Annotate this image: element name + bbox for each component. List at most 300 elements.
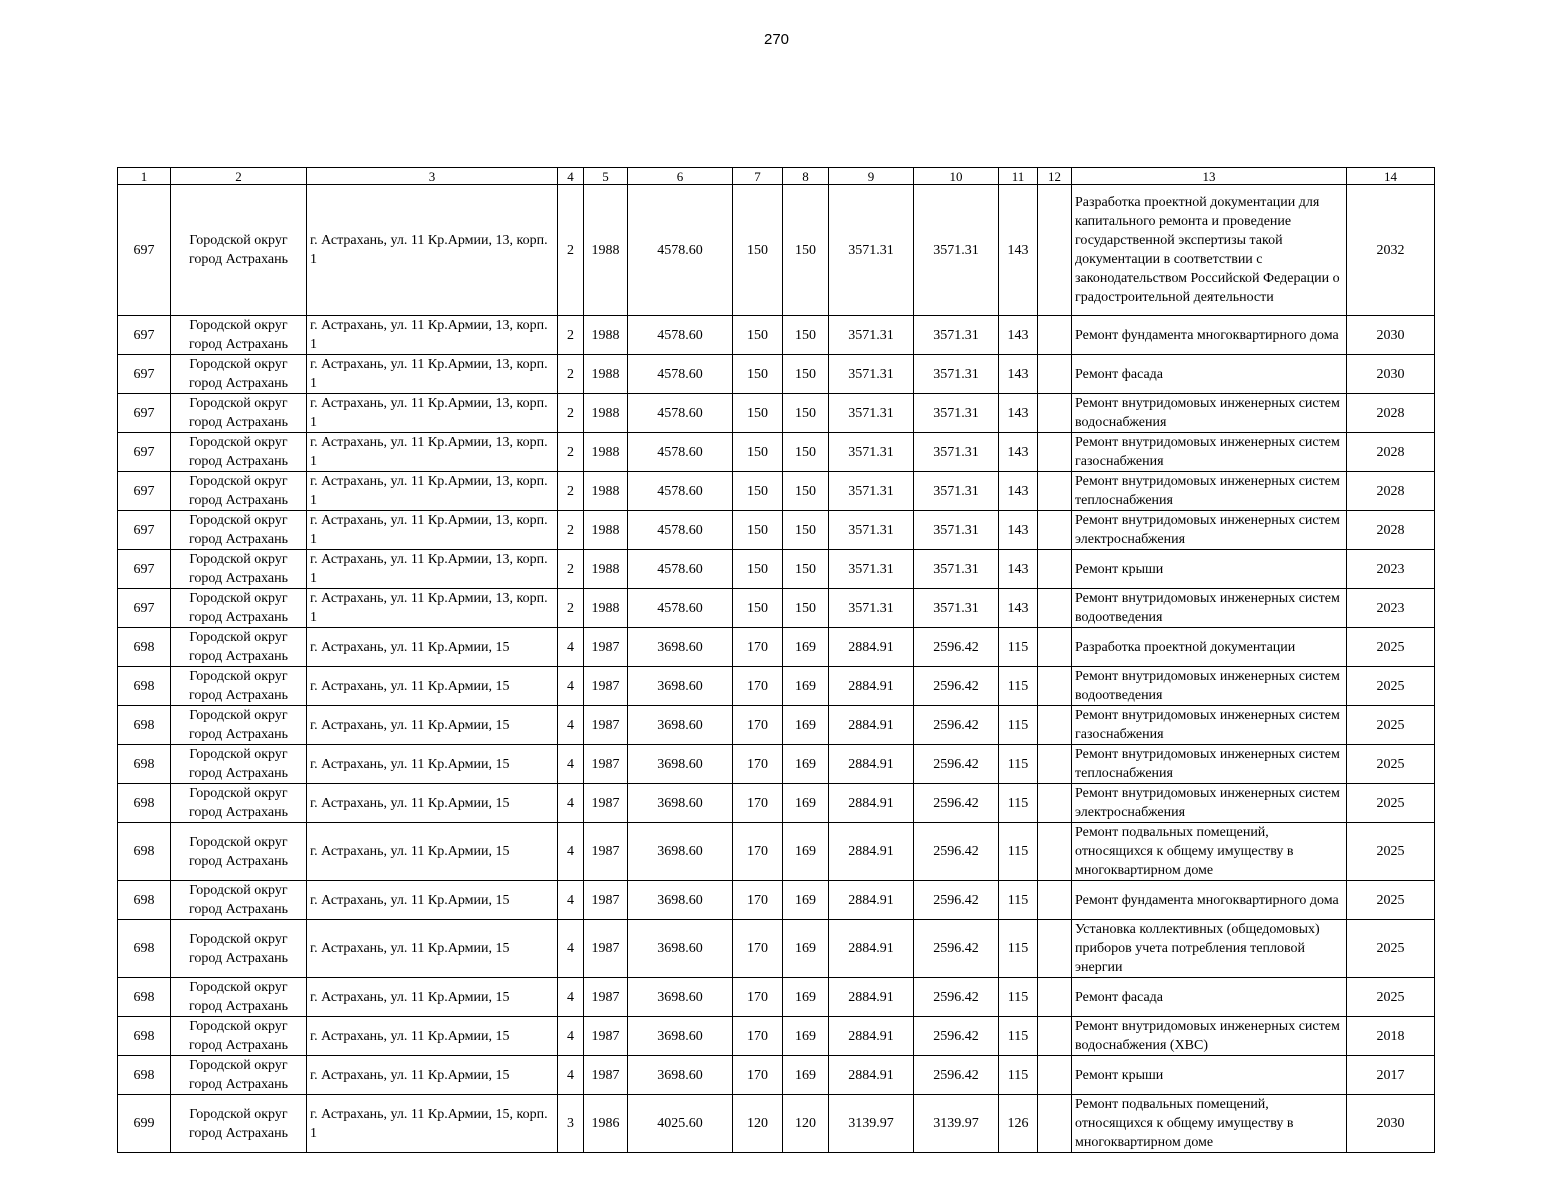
apartments-cell: 170 xyxy=(733,667,783,706)
planned-year-cell: 2028 xyxy=(1347,511,1435,550)
row-number-cell: 697 xyxy=(118,433,171,472)
total-area-cell: 4578.60 xyxy=(628,472,733,511)
row-number-cell: 698 xyxy=(118,745,171,784)
apartments-cell: 170 xyxy=(733,823,783,881)
address-cell: г. Астрахань, ул. 11 Кр.Армии, 13, корп. 1 xyxy=(307,550,558,589)
apartment-area-cell: 3571.31 xyxy=(914,433,999,472)
table-row xyxy=(118,316,1435,355)
floors-cell: 2 xyxy=(558,185,584,316)
municipality-cell: Городской округ город Астрахань xyxy=(171,823,307,881)
planned-year-cell: 2030 xyxy=(1347,316,1435,355)
address-cell: г. Астрахань, ул. 11 Кр.Армии, 13, корп. 1 xyxy=(307,433,558,472)
work-type-cell: Ремонт крыши xyxy=(1072,1056,1347,1095)
header-cell-8: 8 xyxy=(783,168,829,185)
apartment-area-cell: 2596.42 xyxy=(914,784,999,823)
total-area-cell: 4578.60 xyxy=(628,185,733,316)
floors-cell: 4 xyxy=(558,823,584,881)
table-row xyxy=(118,745,1435,784)
work-type-cell: Ремонт фундамента многоквартирного дома xyxy=(1072,881,1347,920)
apartment-area-cell: 2596.42 xyxy=(914,628,999,667)
total-area-cell: 4578.60 xyxy=(628,355,733,394)
work-type-cell: Ремонт внутридомовых инженерных систем водоснабжения xyxy=(1072,394,1347,433)
apartments-cell: 170 xyxy=(733,881,783,920)
work-type-cell: Ремонт внутридомовых инженерных систем теплоснабжения xyxy=(1072,745,1347,784)
residents-cell: 150 xyxy=(783,355,829,394)
planned-year-cell: 2025 xyxy=(1347,823,1435,881)
residents-cell: 169 xyxy=(783,881,829,920)
col-11-cell: 115 xyxy=(999,628,1038,667)
address-cell: г. Астрахань, ул. 11 Кр.Армии, 13, корп. 1 xyxy=(307,185,558,316)
apartment-area-cell: 3571.31 xyxy=(914,511,999,550)
apartments-cell: 170 xyxy=(733,978,783,1017)
floors-cell: 2 xyxy=(558,355,584,394)
floors-cell: 4 xyxy=(558,1056,584,1095)
work-type-cell: Ремонт фасада xyxy=(1072,355,1347,394)
header-cell-4: 4 xyxy=(558,168,584,185)
col-11-cell: 143 xyxy=(999,550,1038,589)
municipality-cell: Городской округ город Астрахань xyxy=(171,316,307,355)
residents-cell: 150 xyxy=(783,472,829,511)
header-cell-13: 13 xyxy=(1072,168,1347,185)
residents-cell: 169 xyxy=(783,1056,829,1095)
municipality-cell: Городской округ город Астрахань xyxy=(171,550,307,589)
apartments-cell: 150 xyxy=(733,355,783,394)
address-cell: г. Астрахань, ул. 11 Кр.Армии, 15 xyxy=(307,823,558,881)
year-built-cell: 1987 xyxy=(584,745,628,784)
row-number-cell: 698 xyxy=(118,667,171,706)
col-11-cell: 115 xyxy=(999,706,1038,745)
address-cell: г. Астрахань, ул. 11 Кр.Армии, 15 xyxy=(307,920,558,978)
total-area-cell: 3698.60 xyxy=(628,784,733,823)
header-cell-12: 12 xyxy=(1038,168,1072,185)
header-cell-9: 9 xyxy=(829,168,914,185)
work-type-cell: Ремонт внутридомовых инженерных систем теплоснабжения xyxy=(1072,472,1347,511)
header-cell-1: 1 xyxy=(118,168,171,185)
work-type-cell: Ремонт внутридомовых инженерных систем электроснабжения xyxy=(1072,784,1347,823)
header-cell-10: 10 xyxy=(914,168,999,185)
apartments-cell: 120 xyxy=(733,1095,783,1153)
total-area-cell: 4578.60 xyxy=(628,433,733,472)
table-row xyxy=(118,823,1435,881)
table-row xyxy=(118,394,1435,433)
work-type-cell: Ремонт внутридомовых инженерных систем водоотведения xyxy=(1072,667,1347,706)
col-11-cell: 115 xyxy=(999,667,1038,706)
planned-year-cell: 2028 xyxy=(1347,433,1435,472)
col-12-cell xyxy=(1038,667,1072,706)
col-12-cell xyxy=(1038,881,1072,920)
total-area-cell: 3698.60 xyxy=(628,706,733,745)
floors-cell: 2 xyxy=(558,316,584,355)
address-cell: г. Астрахань, ул. 11 Кр.Армии, 15, корп. 1 xyxy=(307,1095,558,1153)
total-area-cell: 4025.60 xyxy=(628,1095,733,1153)
municipality-cell: Городской округ город Астрахань xyxy=(171,881,307,920)
floors-cell: 2 xyxy=(558,394,584,433)
col-12-cell xyxy=(1038,185,1072,316)
floors-cell: 2 xyxy=(558,550,584,589)
apartments-cell: 150 xyxy=(733,511,783,550)
living-area-cell: 3571.31 xyxy=(829,589,914,628)
apartments-cell: 150 xyxy=(733,589,783,628)
total-area-cell: 3698.60 xyxy=(628,920,733,978)
municipality-cell: Городской округ город Астрахань xyxy=(171,589,307,628)
year-built-cell: 1986 xyxy=(584,1095,628,1153)
col-11-cell: 115 xyxy=(999,1017,1038,1056)
residents-cell: 169 xyxy=(783,706,829,745)
address-cell: г. Астрахань, ул. 11 Кр.Армии, 13, корп. 1 xyxy=(307,355,558,394)
planned-year-cell: 2017 xyxy=(1347,1056,1435,1095)
header-cell-11: 11 xyxy=(999,168,1038,185)
col-12-cell xyxy=(1038,823,1072,881)
floors-cell: 3 xyxy=(558,1095,584,1153)
row-number-cell: 697 xyxy=(118,394,171,433)
floors-cell: 4 xyxy=(558,745,584,784)
header-cell-6: 6 xyxy=(628,168,733,185)
residents-cell: 120 xyxy=(783,1095,829,1153)
col-12-cell xyxy=(1038,745,1072,784)
row-number-cell: 697 xyxy=(118,589,171,628)
col-12-cell xyxy=(1038,316,1072,355)
year-built-cell: 1987 xyxy=(584,823,628,881)
table-row xyxy=(118,706,1435,745)
col-12-cell xyxy=(1038,550,1072,589)
col-12-cell xyxy=(1038,706,1072,745)
apartment-area-cell: 3571.31 xyxy=(914,185,999,316)
apartments-cell: 170 xyxy=(733,784,783,823)
apartments-cell: 170 xyxy=(733,920,783,978)
apartments-cell: 170 xyxy=(733,745,783,784)
planned-year-cell: 2030 xyxy=(1347,355,1435,394)
col-11-cell: 143 xyxy=(999,355,1038,394)
municipality-cell: Городской округ город Астрахань xyxy=(171,1056,307,1095)
header-cell-2: 2 xyxy=(171,168,307,185)
municipality-cell: Городской округ город Астрахань xyxy=(171,394,307,433)
apartment-area-cell: 3571.31 xyxy=(914,316,999,355)
planned-year-cell: 2025 xyxy=(1347,784,1435,823)
col-11-cell: 115 xyxy=(999,978,1038,1017)
apartments-cell: 170 xyxy=(733,1017,783,1056)
floors-cell: 4 xyxy=(558,667,584,706)
table-row xyxy=(118,433,1435,472)
floors-cell: 4 xyxy=(558,706,584,745)
apartments-cell: 170 xyxy=(733,706,783,745)
living-area-cell: 2884.91 xyxy=(829,628,914,667)
year-built-cell: 1987 xyxy=(584,1056,628,1095)
floors-cell: 2 xyxy=(558,589,584,628)
residents-cell: 169 xyxy=(783,823,829,881)
apartment-area-cell: 3571.31 xyxy=(914,394,999,433)
col-12-cell xyxy=(1038,355,1072,394)
row-number-cell: 697 xyxy=(118,185,171,316)
table-row xyxy=(118,511,1435,550)
apartments-cell: 170 xyxy=(733,628,783,667)
year-built-cell: 1988 xyxy=(584,589,628,628)
col-12-cell xyxy=(1038,978,1072,1017)
apartment-area-cell: 2596.42 xyxy=(914,745,999,784)
col-11-cell: 115 xyxy=(999,920,1038,978)
address-cell: г. Астрахань, ул. 11 Кр.Армии, 15 xyxy=(307,667,558,706)
apartments-cell: 150 xyxy=(733,550,783,589)
table-row xyxy=(118,978,1435,1017)
apartment-area-cell: 2596.42 xyxy=(914,667,999,706)
col-11-cell: 143 xyxy=(999,472,1038,511)
residents-cell: 169 xyxy=(783,1017,829,1056)
planned-year-cell: 2025 xyxy=(1347,978,1435,1017)
municipality-cell: Городской округ город Астрахань xyxy=(171,667,307,706)
address-cell: г. Астрахань, ул. 11 Кр.Армии, 13, корп. 1 xyxy=(307,316,558,355)
floors-cell: 4 xyxy=(558,978,584,1017)
residents-cell: 150 xyxy=(783,550,829,589)
col-12-cell xyxy=(1038,784,1072,823)
planned-year-cell: 2025 xyxy=(1347,745,1435,784)
year-built-cell: 1987 xyxy=(584,978,628,1017)
row-number-cell: 697 xyxy=(118,511,171,550)
total-area-cell: 3698.60 xyxy=(628,1017,733,1056)
row-number-cell: 697 xyxy=(118,355,171,394)
year-built-cell: 1987 xyxy=(584,881,628,920)
municipality-cell: Городской округ город Астрахань xyxy=(171,355,307,394)
col-11-cell: 143 xyxy=(999,433,1038,472)
total-area-cell: 3698.60 xyxy=(628,881,733,920)
work-type-cell: Ремонт внутридомовых инженерных систем водоснабжения (ХВС) xyxy=(1072,1017,1347,1056)
address-cell: г. Астрахань, ул. 11 Кр.Армии, 13, корп. 1 xyxy=(307,511,558,550)
total-area-cell: 3698.60 xyxy=(628,1056,733,1095)
year-built-cell: 1987 xyxy=(584,1017,628,1056)
floors-cell: 2 xyxy=(558,472,584,511)
planned-year-cell: 2030 xyxy=(1347,1095,1435,1153)
col-11-cell: 115 xyxy=(999,745,1038,784)
living-area-cell: 3571.31 xyxy=(829,316,914,355)
planned-year-cell: 2023 xyxy=(1347,550,1435,589)
work-type-cell: Ремонт внутридомовых инженерных систем газоснабжения xyxy=(1072,433,1347,472)
total-area-cell: 3698.60 xyxy=(628,823,733,881)
planned-year-cell: 2025 xyxy=(1347,881,1435,920)
residents-cell: 169 xyxy=(783,920,829,978)
apartments-cell: 170 xyxy=(733,1056,783,1095)
municipality-cell: Городской округ город Астрахань xyxy=(171,706,307,745)
row-number-cell: 698 xyxy=(118,628,171,667)
planned-year-cell: 2025 xyxy=(1347,628,1435,667)
total-area-cell: 4578.60 xyxy=(628,589,733,628)
table-row xyxy=(118,628,1435,667)
living-area-cell: 3139.97 xyxy=(829,1095,914,1153)
residents-cell: 169 xyxy=(783,628,829,667)
living-area-cell: 2884.91 xyxy=(829,667,914,706)
municipality-cell: Городской округ город Астрахань xyxy=(171,745,307,784)
header-cell-7: 7 xyxy=(733,168,783,185)
table-row xyxy=(118,550,1435,589)
apartments-cell: 150 xyxy=(733,433,783,472)
work-type-cell: Ремонт крыши xyxy=(1072,550,1347,589)
municipality-cell: Городской округ город Астрахань xyxy=(171,433,307,472)
page-number: 270 xyxy=(763,31,790,48)
col-11-cell: 115 xyxy=(999,823,1038,881)
work-type-cell: Установка коллективных (общедомовых) приборов учета потребления тепловой энергии xyxy=(1072,920,1347,978)
table-row xyxy=(118,589,1435,628)
work-type-cell: Ремонт фундамента многоквартирного дома xyxy=(1072,316,1347,355)
header-cell-5: 5 xyxy=(584,168,628,185)
work-type-cell: Ремонт внутридомовых инженерных систем газоснабжения xyxy=(1072,706,1347,745)
residents-cell: 150 xyxy=(783,316,829,355)
address-cell: г. Астрахань, ул. 11 Кр.Армии, 15 xyxy=(307,628,558,667)
address-cell: г. Астрахань, ул. 11 Кр.Армии, 15 xyxy=(307,784,558,823)
year-built-cell: 1988 xyxy=(584,355,628,394)
total-area-cell: 4578.60 xyxy=(628,394,733,433)
floors-cell: 4 xyxy=(558,920,584,978)
work-type-cell: Разработка проектной документации для капитального ремонта и проведение государственной экспертизы такой документации в соответствии с законодательством Российской Федерации о градостроительной деятельности xyxy=(1072,185,1347,316)
col-12-cell xyxy=(1038,1017,1072,1056)
apartment-area-cell: 2596.42 xyxy=(914,1056,999,1095)
table-row xyxy=(118,185,1435,316)
address-cell: г. Астрахань, ул. 11 Кр.Армии, 15 xyxy=(307,1017,558,1056)
col-12-cell xyxy=(1038,628,1072,667)
work-type-cell: Ремонт подвальных помещений, относящихся к общему имуществу в многоквартирном доме xyxy=(1072,823,1347,881)
row-number-cell: 698 xyxy=(118,784,171,823)
col-12-cell xyxy=(1038,511,1072,550)
year-built-cell: 1988 xyxy=(584,550,628,589)
address-cell: г. Астрахань, ул. 11 Кр.Армии, 13, корп. 1 xyxy=(307,472,558,511)
year-built-cell: 1988 xyxy=(584,316,628,355)
col-11-cell: 115 xyxy=(999,881,1038,920)
planned-year-cell: 2028 xyxy=(1347,394,1435,433)
residents-cell: 150 xyxy=(783,394,829,433)
header-cell-3: 3 xyxy=(307,168,558,185)
living-area-cell: 2884.91 xyxy=(829,745,914,784)
municipality-cell: Городской округ город Астрахань xyxy=(171,920,307,978)
apartments-cell: 150 xyxy=(733,394,783,433)
planned-year-cell: 2025 xyxy=(1347,920,1435,978)
table-row xyxy=(118,1056,1435,1095)
table-body xyxy=(118,168,1435,1153)
work-type-cell: Ремонт фасада xyxy=(1072,978,1347,1017)
floors-cell: 4 xyxy=(558,881,584,920)
living-area-cell: 2884.91 xyxy=(829,920,914,978)
residents-cell: 150 xyxy=(783,511,829,550)
table-row xyxy=(118,667,1435,706)
table-row xyxy=(118,1017,1435,1056)
row-number-cell: 698 xyxy=(118,881,171,920)
total-area-cell: 3698.60 xyxy=(628,745,733,784)
col-11-cell: 143 xyxy=(999,511,1038,550)
address-cell: г. Астрахань, ул. 11 Кр.Армии, 15 xyxy=(307,745,558,784)
residents-cell: 150 xyxy=(783,589,829,628)
floors-cell: 4 xyxy=(558,628,584,667)
row-number-cell: 697 xyxy=(118,550,171,589)
total-area-cell: 4578.60 xyxy=(628,550,733,589)
table-row xyxy=(118,784,1435,823)
header-cell-14: 14 xyxy=(1347,168,1435,185)
year-built-cell: 1988 xyxy=(584,185,628,316)
apartment-area-cell: 2596.42 xyxy=(914,706,999,745)
work-type-cell: Ремонт внутридомовых инженерных систем электроснабжения xyxy=(1072,511,1347,550)
living-area-cell: 3571.31 xyxy=(829,355,914,394)
municipality-cell: Городской округ город Астрахань xyxy=(171,1095,307,1153)
living-area-cell: 3571.31 xyxy=(829,394,914,433)
address-cell: г. Астрахань, ул. 11 Кр.Армии, 15 xyxy=(307,1056,558,1095)
total-area-cell: 3698.60 xyxy=(628,667,733,706)
row-number-cell: 698 xyxy=(118,920,171,978)
col-12-cell xyxy=(1038,1056,1072,1095)
repair-registry-table xyxy=(117,167,1435,1153)
table-row xyxy=(118,881,1435,920)
floors-cell: 2 xyxy=(558,511,584,550)
living-area-cell: 3571.31 xyxy=(829,185,914,316)
living-area-cell: 3571.31 xyxy=(829,550,914,589)
table-row xyxy=(118,920,1435,978)
living-area-cell: 3571.31 xyxy=(829,433,914,472)
planned-year-cell: 2032 xyxy=(1347,185,1435,316)
col-11-cell: 126 xyxy=(999,1095,1038,1153)
table-row xyxy=(118,355,1435,394)
row-number-cell: 697 xyxy=(118,316,171,355)
year-built-cell: 1988 xyxy=(584,472,628,511)
residents-cell: 150 xyxy=(783,185,829,316)
planned-year-cell: 2028 xyxy=(1347,472,1435,511)
municipality-cell: Городской округ город Астрахань xyxy=(171,784,307,823)
year-built-cell: 1988 xyxy=(584,433,628,472)
work-type-cell: Ремонт подвальных помещений, относящихся к общему имуществу в многоквартирном доме xyxy=(1072,1095,1347,1153)
row-number-cell: 698 xyxy=(118,1017,171,1056)
year-built-cell: 1987 xyxy=(584,706,628,745)
residents-cell: 169 xyxy=(783,784,829,823)
apartments-cell: 150 xyxy=(733,316,783,355)
year-built-cell: 1988 xyxy=(584,394,628,433)
col-11-cell: 143 xyxy=(999,185,1038,316)
living-area-cell: 2884.91 xyxy=(829,784,914,823)
row-number-cell: 698 xyxy=(118,706,171,745)
address-cell: г. Астрахань, ул. 11 Кр.Армии, 13, корп. 1 xyxy=(307,394,558,433)
row-number-cell: 698 xyxy=(118,978,171,1017)
address-cell: г. Астрахань, ул. 11 Кр.Армии, 15 xyxy=(307,706,558,745)
municipality-cell: Городской округ город Астрахань xyxy=(171,185,307,316)
living-area-cell: 2884.91 xyxy=(829,706,914,745)
municipality-cell: Городской округ город Астрахань xyxy=(171,472,307,511)
col-11-cell: 143 xyxy=(999,316,1038,355)
floors-cell: 4 xyxy=(558,1017,584,1056)
municipality-cell: Городской округ город Астрахань xyxy=(171,511,307,550)
floors-cell: 4 xyxy=(558,784,584,823)
col-11-cell: 115 xyxy=(999,784,1038,823)
year-built-cell: 1987 xyxy=(584,667,628,706)
apartment-area-cell: 2596.42 xyxy=(914,823,999,881)
apartment-area-cell: 2596.42 xyxy=(914,1017,999,1056)
year-built-cell: 1987 xyxy=(584,920,628,978)
residents-cell: 169 xyxy=(783,745,829,784)
address-cell: г. Астрахань, ул. 11 Кр.Армии, 15 xyxy=(307,978,558,1017)
total-area-cell: 4578.60 xyxy=(628,316,733,355)
residents-cell: 150 xyxy=(783,433,829,472)
total-area-cell: 3698.60 xyxy=(628,628,733,667)
apartment-area-cell: 3571.31 xyxy=(914,550,999,589)
col-11-cell: 143 xyxy=(999,394,1038,433)
residents-cell: 169 xyxy=(783,978,829,1017)
living-area-cell: 3571.31 xyxy=(829,511,914,550)
apartment-area-cell: 3571.31 xyxy=(914,589,999,628)
floors-cell: 2 xyxy=(558,433,584,472)
total-area-cell: 3698.60 xyxy=(628,978,733,1017)
planned-year-cell: 2025 xyxy=(1347,667,1435,706)
work-type-cell: Ремонт внутридомовых инженерных систем водоотведения xyxy=(1072,589,1347,628)
apartment-area-cell: 3571.31 xyxy=(914,472,999,511)
planned-year-cell: 2025 xyxy=(1347,706,1435,745)
col-12-cell xyxy=(1038,920,1072,978)
apartment-area-cell: 2596.42 xyxy=(914,920,999,978)
total-area-cell: 4578.60 xyxy=(628,511,733,550)
living-area-cell: 3571.31 xyxy=(829,472,914,511)
header-row xyxy=(118,168,1435,185)
col-11-cell: 115 xyxy=(999,1056,1038,1095)
apartment-area-cell: 2596.42 xyxy=(914,978,999,1017)
work-type-cell: Разработка проектной документации xyxy=(1072,628,1347,667)
